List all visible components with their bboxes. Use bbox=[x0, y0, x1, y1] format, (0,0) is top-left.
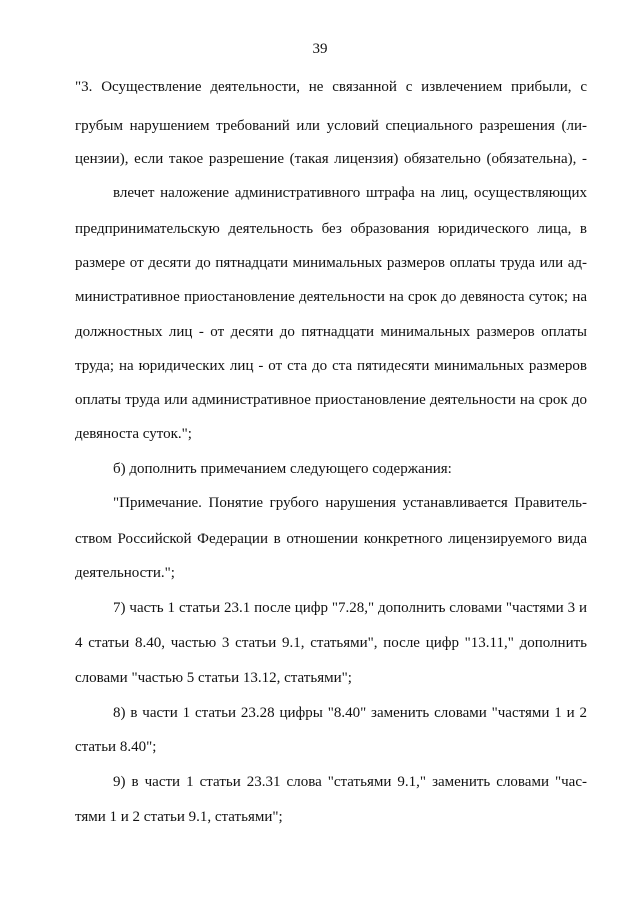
text-line: труда; на юридических лиц - от ста до ста пятидесяти минимальных размеров bbox=[75, 358, 587, 374]
text-line: "Примечание. Понятие грубого нарушения устанавливается Правитель- bbox=[113, 495, 587, 511]
text-line: словами "частью 5 статьи 13.12, статьями"; bbox=[75, 670, 352, 686]
text-line: должностных лиц - от десяти до пятнадцати минимальных размеров оплаты bbox=[75, 324, 587, 340]
text-line: ством Российской Федерации в отношении конкретного лицензируемого вида bbox=[75, 531, 587, 547]
text-line: девяноста суток."; bbox=[75, 426, 192, 442]
text-line: министративное приостановление деятельности на срок до девяноста суток; на bbox=[75, 289, 587, 305]
text-line: 4 статьи 8.40, частью 3 статьи 9.1, статьями", после цифр "13.11," дополнить bbox=[75, 635, 587, 651]
text-line: размере от десяти до пятнадцати минимальных размеров оплаты труда или ад- bbox=[75, 255, 587, 271]
text-line: влечет наложение административного штрафа на лиц, осуществляющих bbox=[113, 185, 587, 201]
text-line: грубым нарушением требований или условий специального разрешения (ли- bbox=[75, 118, 587, 134]
page-number: 39 bbox=[312, 41, 328, 57]
text-line: деятельности."; bbox=[75, 565, 175, 581]
text-line: статьи 8.40"; bbox=[75, 739, 157, 755]
text-line: оплаты труда или административное приостановление деятельности на срок до bbox=[75, 392, 587, 408]
text-line: цензии), если такое разрешение (такая лицензия) обязательно (обязательна), - bbox=[75, 151, 587, 167]
text-line: тями 1 и 2 статьи 9.1, статьями"; bbox=[75, 809, 283, 825]
text-line: "3. Осуществление деятельности, не связанной с извлечением прибыли, с bbox=[75, 79, 587, 95]
text-line: б) дополнить примечанием следующего содержания: bbox=[113, 461, 452, 477]
text-line: 9) в части 1 статьи 23.31 слова "статьями 9.1," заменить словами "час- bbox=[113, 774, 587, 790]
text-line: 7) часть 1 статьи 23.1 после цифр "7.28," дополнить словами "частями 3 и bbox=[113, 600, 587, 616]
text-line: 8) в части 1 статьи 23.28 цифры "8.40" заменить словами "частями 1 и 2 bbox=[113, 705, 587, 721]
text-line: предпринимательскую деятельность без образования юридического лица, в bbox=[75, 221, 587, 237]
